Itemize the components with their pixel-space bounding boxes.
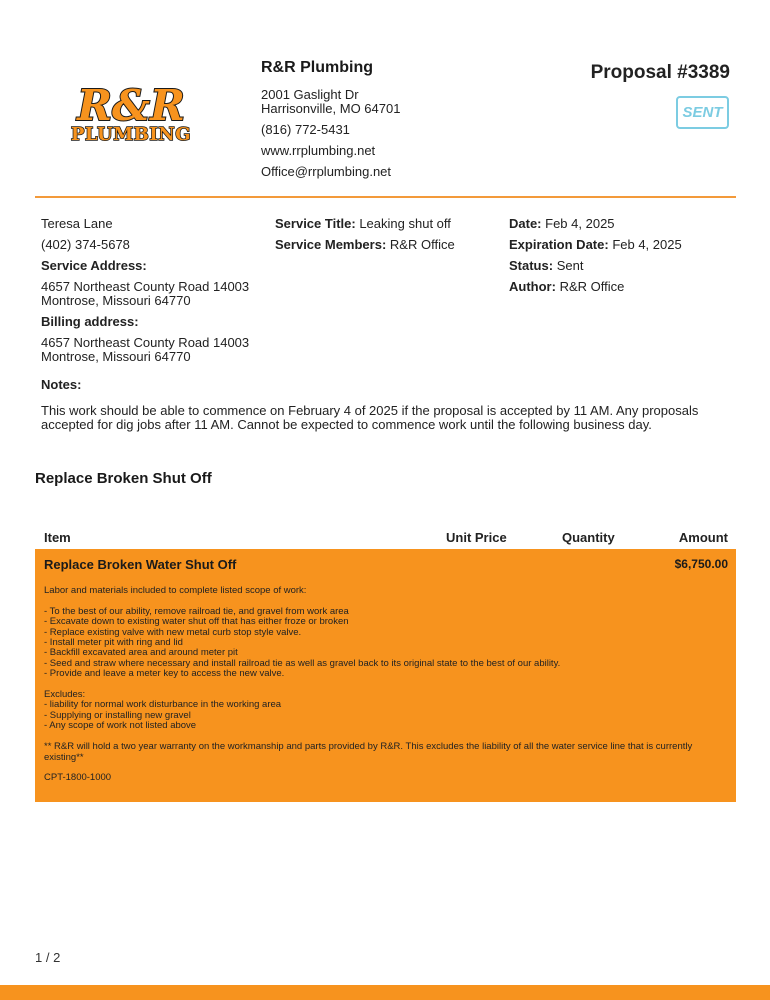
line-item-title: Replace Broken Water Shut Off <box>44 557 237 572</box>
company-name: R&R Plumbing <box>261 59 373 76</box>
billing-address-label: Billing address: <box>41 314 139 329</box>
status-badge: SENT <box>676 96 729 129</box>
company-logo-graphic <box>50 84 212 146</box>
service-members-value: R&R Office <box>389 237 455 252</box>
notes-text: This work should be able to commence on February 4 of 2025 if the proposal is accepted by 11 AM. Any proposals accepted for dig jobs after 11 AM. Cannot be expected to commence work until the following business day. <box>41 403 699 432</box>
billing-address-line1: 4657 Northeast County Road 14003 <box>41 335 250 350</box>
service-title-value: Leaking shut off <box>359 216 451 231</box>
table-row <box>35 549 736 802</box>
customer-name: Teresa Lane <box>41 216 113 231</box>
proposal-meta <box>509 217 682 301</box>
section-title: Replace Broken Shut Off <box>35 470 212 487</box>
expiration-label: Expiration Date: <box>509 237 609 252</box>
header-divider <box>35 196 736 198</box>
line-item-description: Labor and materials included to complete listed scope of work: - To the best of our ability, remove railroad tie, and gravel from work area - Excavate down to existing water shut off that has either froze or broken - Replace existing valve with new metal curb stop style valve. - Install meter pit with ring and lid - Backfill excavated area and around meter pit - Seed and straw where necessary and install railroad tie as well as gravel back to its original state to the best of our ability. - Provide and leave a meter key to access the new valve. Excludes: - liability for normal work disturbance in the working area - Supplying or installing new gravel - Any scope of work not listed above ** R&R will hold a two year warranty on the workmanship and parts provided by R&R. This excludes the liability of all the water service line that is currently existing** CPT-1800-1000 <box>44 585 693 784</box>
page-number: 1 / 2 <box>35 950 61 965</box>
proposal-number: Proposal #3389 <box>590 62 730 83</box>
company-logo <box>50 84 212 146</box>
notes-label: Notes: <box>41 377 82 392</box>
service-members <box>275 238 455 252</box>
column-header-unit-price: Unit Price <box>446 530 507 545</box>
company-address-line1: 2001 Gaslight Dr <box>261 87 359 102</box>
footer-bar <box>0 985 770 1000</box>
company-phone: (816) 772-5431 <box>261 122 350 137</box>
status-label: Status: <box>509 258 554 273</box>
billing-address <box>41 336 249 364</box>
customer-info <box>41 217 249 371</box>
company-address-line2: Harrisonville, MO 64701 <box>261 101 401 116</box>
company-address <box>261 88 400 116</box>
billing-address-line2: Montrose, Missouri 64770 <box>41 349 191 364</box>
date-field <box>509 217 682 231</box>
line-item-amount: $6,750.00 <box>674 557 728 571</box>
column-header-item: Item <box>44 530 71 545</box>
company-website[interactable]: www.rrplumbing.net <box>261 143 376 158</box>
status-field <box>509 259 682 273</box>
expiration-value: Feb 4, 2025 <box>612 237 682 252</box>
column-header-quantity: Quantity <box>562 530 615 545</box>
date-label: Date: <box>509 216 542 231</box>
service-address-line2: Montrose, Missouri 64770 <box>41 293 191 308</box>
service-title <box>275 217 455 231</box>
company-info <box>261 58 400 186</box>
author-value: R&R Office <box>559 279 625 294</box>
company-email[interactable]: Office@rrplumbing.net <box>261 164 392 179</box>
expiration-field <box>509 238 682 252</box>
service-address-line1: 4657 Northeast County Road 14003 <box>41 279 250 294</box>
service-address <box>41 280 249 308</box>
status-value: Sent <box>556 258 584 273</box>
service-members-label: Service Members: <box>275 237 387 252</box>
author-label: Author: <box>509 279 556 294</box>
logo-text-top: R&R <box>77 84 185 130</box>
column-header-amount: Amount <box>678 530 728 545</box>
service-address-label: Service Address: <box>41 258 147 273</box>
service-title-label: Service Title: <box>275 216 356 231</box>
logo-text-bottom: PLUMBING <box>70 124 192 145</box>
author-field <box>509 280 682 294</box>
date-value: Feb 4, 2025 <box>545 216 615 231</box>
customer-phone: (402) 374-5678 <box>41 237 130 252</box>
service-info <box>275 217 455 259</box>
